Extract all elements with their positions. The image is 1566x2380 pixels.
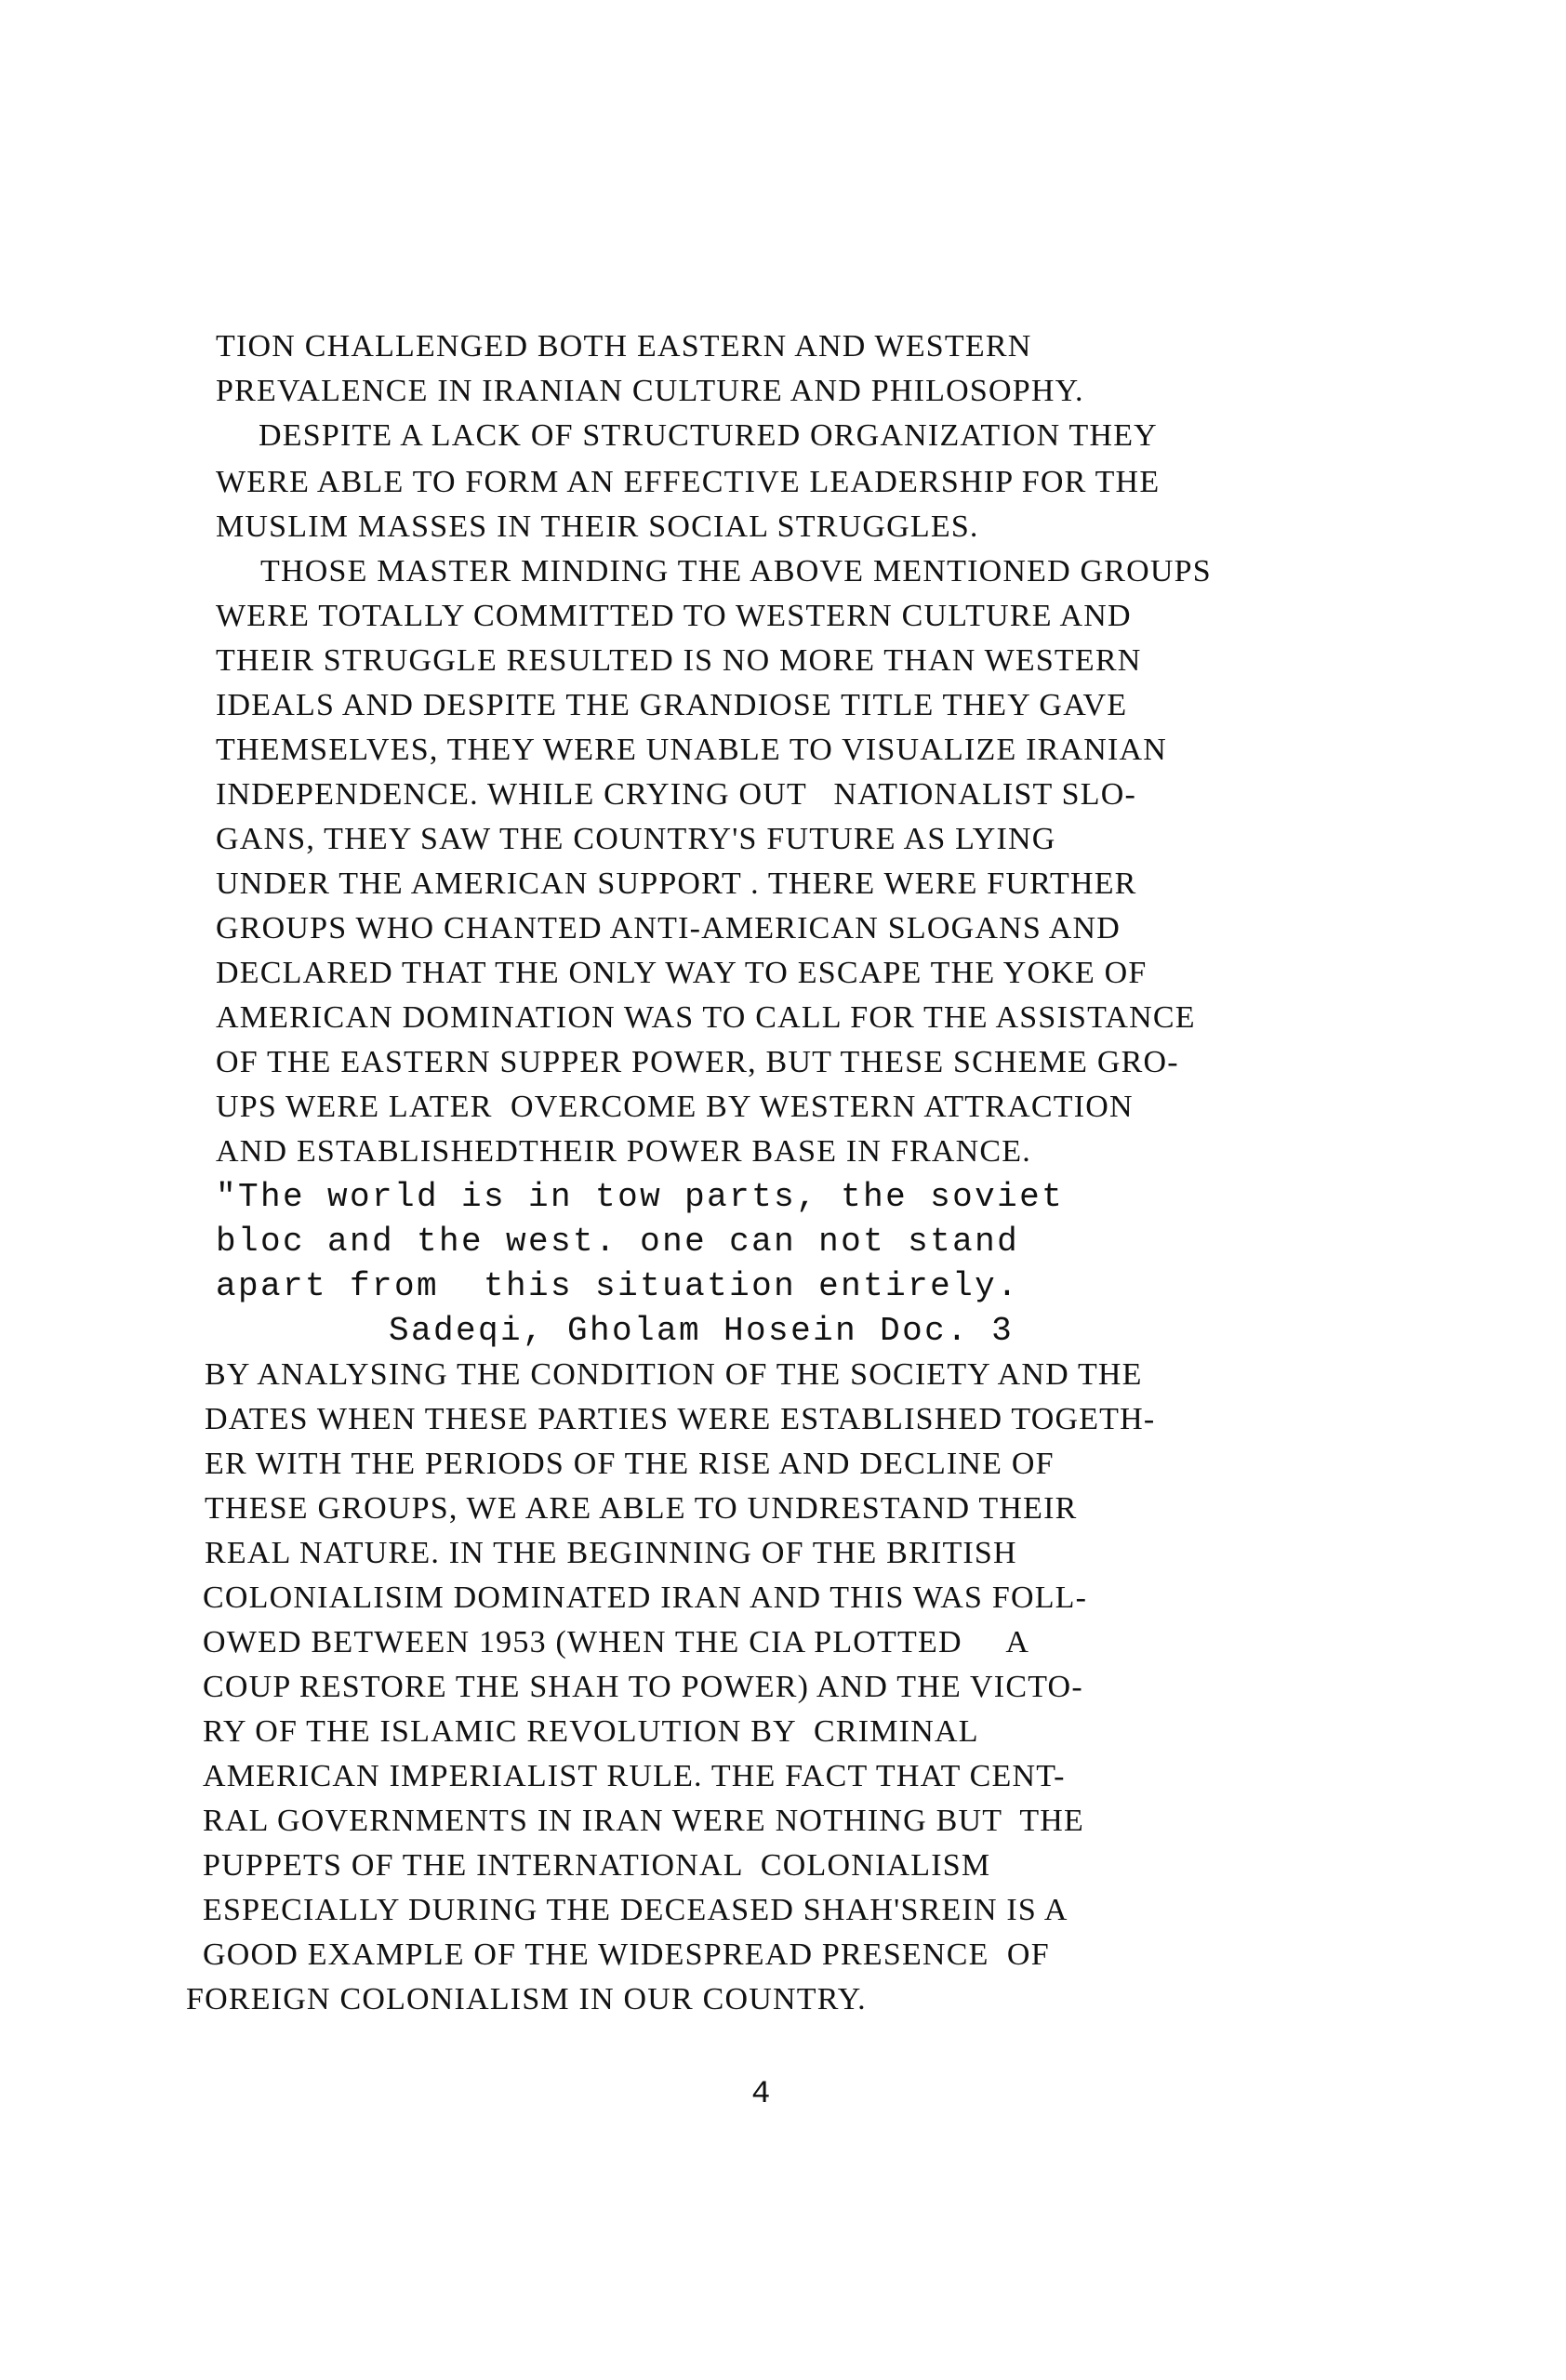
text-line: GROUPS WHO CHANTED ANTI-AMERICAN SLOGANS AND — [216, 911, 1121, 945]
text-line: DATES WHEN THESE PARTIES WERE ESTABLISHED TOGETH- — [205, 1402, 1156, 1436]
text-line: GOOD EXAMPLE OF THE WIDESPREAD PRESENCE OF — [203, 1937, 1050, 1972]
text-line: AMERICAN IMPERIALIST RULE. THE FACT THAT CENT- — [203, 1759, 1066, 1793]
text-line: PUPPETS OF THE INTERNATIONAL COLONIALISM — [203, 1848, 991, 1883]
text-line: GANS, THEY SAW THE COUNTRY'S FUTURE AS LYING — [216, 822, 1056, 856]
text-line: BY ANALYSING THE CONDITION OF THE SOCIETY AND THE — [205, 1357, 1143, 1392]
text-line: INDEPENDENCE. WHILE CRYING OUT NATIONALIST SLO- — [216, 777, 1136, 812]
text-line: RAL GOVERNMENTS IN IRAN WERE NOTHING BUT THE — [203, 1804, 1085, 1838]
text-line: UNDER THE AMERICAN SUPPORT . THERE WERE FURTHER — [216, 866, 1137, 901]
text-line: ER WITH THE PERIODS OF THE RISE AND DECLINE OF — [205, 1447, 1055, 1481]
text-line: MUSLIM MASSES IN THEIR SOCIAL STRUGGLES. — [216, 509, 979, 544]
text-line: COLONIALISIM DOMINATED IRAN AND THIS WAS FOLL- — [203, 1580, 1088, 1615]
text-line: WERE ABLE TO FORM AN EFFECTIVE LEADERSHIP FOR THE — [216, 465, 1161, 499]
quote-line: bloc and the west. one can not stand — [216, 1223, 1020, 1261]
text-line: DESPITE A LACK OF STRUCTURED ORGANIZATION THEY — [259, 418, 1158, 453]
text-line: WERE TOTALLY COMMITTED TO WESTERN CULTURE AND — [216, 599, 1132, 633]
text-line: REAL NATURE. IN THE BEGINNING OF THE BRITISH — [205, 1536, 1017, 1570]
text-line: THEMSELVES, THEY WERE UNABLE TO VISUALIZE IRANIAN — [216, 733, 1168, 767]
text-line: THESE GROUPS, WE ARE ABLE TO UNDRESTAND THEIR — [205, 1491, 1078, 1526]
text-line: FOREIGN COLONIALISM IN OUR COUNTRY. — [186, 1982, 867, 2016]
text-line: RY OF THE ISLAMIC REVOLUTION BY CRIMINAL — [203, 1714, 979, 1749]
quote-line: apart from this situation entirely. — [216, 1267, 1020, 1305]
text-line: AMERICAN DOMINATION WAS TO CALL FOR THE ASSISTANCE — [216, 1000, 1196, 1035]
text-line: PREVALENCE IN IRANIAN CULTURE AND PHILOSOPHY. — [216, 374, 1084, 408]
text-line: IDEALS AND DESPITE THE GRANDIOSE TITLE THEY GAVE — [216, 688, 1128, 722]
text-line: AND ESTABLISHEDTHEIR POWER BASE IN FRANCE. — [216, 1134, 1031, 1169]
text-line: ESPECIALLY DURING THE DECEASED SHAH'SREIN IS A — [203, 1893, 1068, 1927]
text-line: TION CHALLENGED BOTH EASTERN AND WESTERN — [216, 329, 1032, 364]
quote-attribution: Sadeqi, Gholam Hosein Doc. 3 — [389, 1312, 1015, 1350]
text-line: OWED BETWEEN 1953 (WHEN THE CIA PLOTTED A — [203, 1625, 1030, 1659]
text-line: OF THE EASTERN SUPPER POWER, BUT THESE SCHEME GRO- — [216, 1045, 1179, 1079]
text-line: COUP RESTORE THE SHAH TO POWER) AND THE VICTO- — [203, 1670, 1083, 1704]
text-line: THOSE MASTER MINDING THE ABOVE MENTIONED GROUPS — [260, 554, 1212, 588]
text-line: THEIR STRUGGLE RESULTED IS NO MORE THAN WESTERN — [216, 643, 1142, 678]
text-line: DECLARED THAT THE ONLY WAY TO ESCAPE THE YOKE OF — [216, 956, 1148, 990]
quote-line: "The world is in tow parts, the soviet — [216, 1178, 1065, 1216]
page-number: 4 — [751, 2077, 771, 2112]
text-line: UPS WERE LATER OVERCOME BY WESTERN ATTRACTION — [216, 1090, 1134, 1124]
